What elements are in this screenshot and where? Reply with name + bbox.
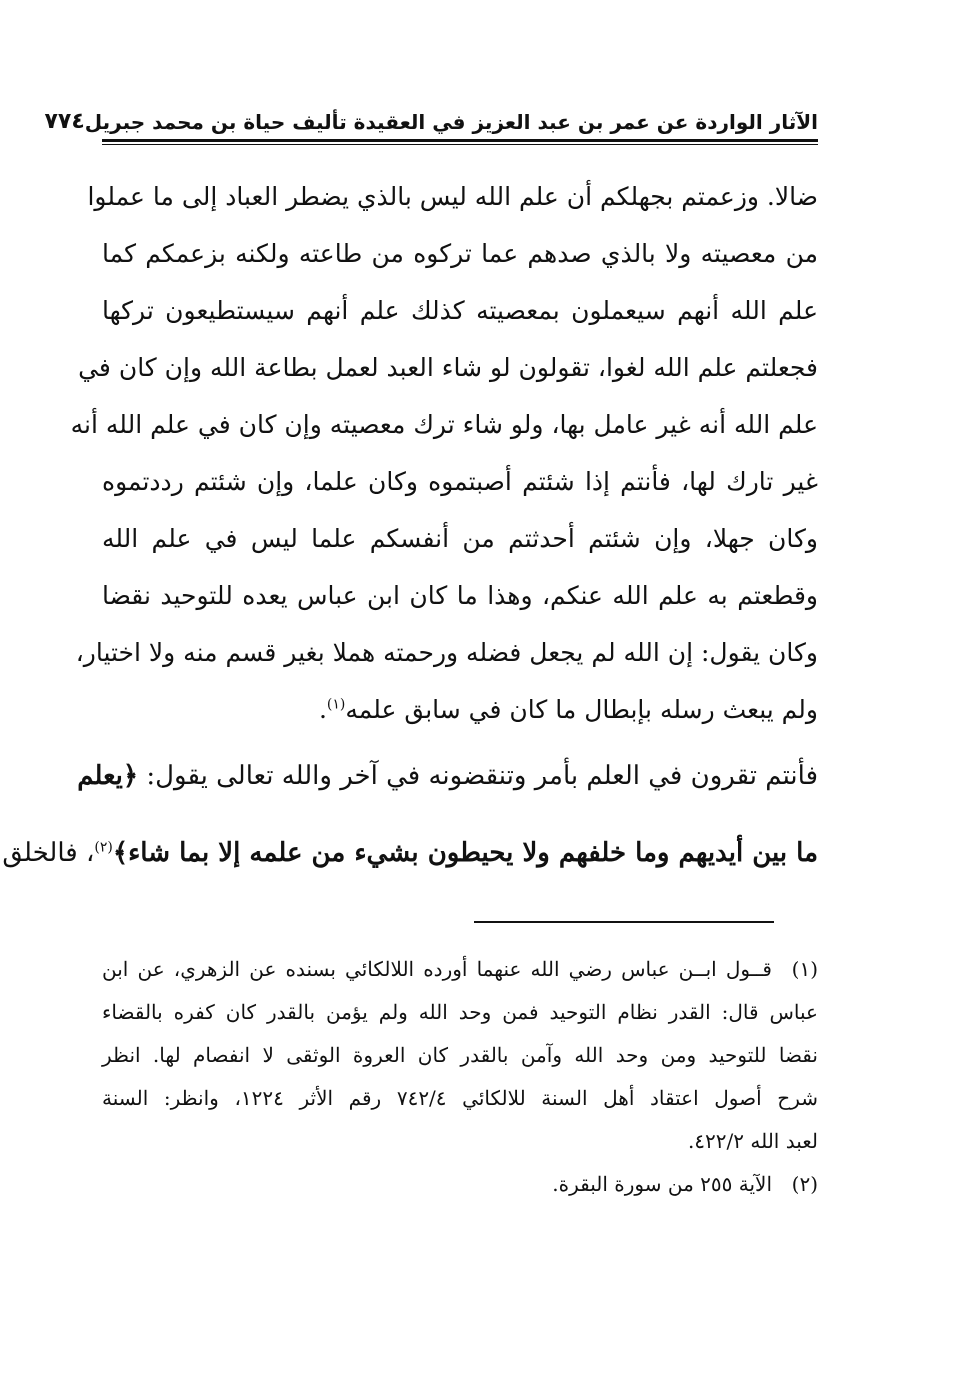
footnote-item: [102, 948, 818, 1163]
footnotes: [102, 948, 818, 1206]
footnote-line: عباس قال: القدر نظام التوحيد فمن وحد الله ولم يؤمن بالقدر كان كفره بالقضاء: [102, 1000, 818, 1024]
text-line-end: .: [318, 695, 327, 724]
header-rule-thin: [102, 144, 818, 145]
text-line-content: ولم يبعث رسله بإبطال ما كان في سابق علمه: [345, 695, 818, 724]
footnote-text: [102, 948, 818, 1163]
footnote-line: الآية ٢٥٥ من سورة البقرة.: [552, 1172, 772, 1196]
footnote-number: (١): [791, 957, 818, 981]
text-line: [77, 738, 818, 815]
footnote-ref: (١): [326, 696, 346, 713]
text-line: وكان جهلا، وإن شئتم أحدثتم من أنفسكم علما ليس في علم الله: [102, 524, 818, 553]
main-paragraph: [70, 168, 818, 738]
footnote-item: [102, 1163, 818, 1206]
page-number: ٧٧٤: [44, 109, 85, 134]
header-rule: [102, 139, 818, 142]
footnote-line: لعبد الله ٤٢٢/٢.: [687, 1129, 818, 1153]
second-paragraph: [2, 738, 818, 892]
running-header: [44, 100, 818, 134]
text-line: وقطعتم به علم الله عنكم، وهذا ما كان ابن عباس يعده للتوحيد نقضا: [102, 581, 818, 610]
footnote-number: (٢): [791, 1172, 818, 1196]
footnote-line: نقضا للتوحيد ومن وحد الله وآمن بالقدر كان العروة الوثقى لا انفصام لها. انظر: [102, 1043, 818, 1067]
footnote-separator: [474, 921, 774, 923]
text-line: وكان يقول: إن الله لم يجعل فضله ورحمته هملا بغير قسم منه ولا اختيار،: [75, 638, 818, 667]
quran-quote-start: ﴿يعلم: [77, 761, 139, 791]
header-title: الآثار الواردة عن عمر بن عبد العزيز في العقيدة تأليف حياة بن محمد جبريل: [84, 110, 818, 134]
footnote-ref: (٢): [94, 839, 113, 856]
text-line: فجعلتم علم الله لغوا، تقولون لو شاء العبد لعمل بطاعة الله وإن كان في: [78, 353, 818, 382]
text-line: [2, 815, 818, 892]
text-line: علم الله أنه غير عامل بها، ولو شاء ترك معصيته وإن كان في علم الله أنه: [70, 410, 818, 439]
text-line: من معصيته ولا بالذي صدهم عما تركوه من طاعته ولكنه بزعمكم كما: [102, 239, 818, 268]
footnote-text: [102, 1163, 772, 1206]
text-line: غير تارك لها، فأنتم إذا شئتم أصبتموه وكان علما، وإن شئتم رددتموه: [102, 467, 818, 496]
footnote-line: شرح أصول اعتقاد أهل السنة للالكائي ٧٤٢/٤ رقم الأثر ١٢٢٤، وانظر: السنة: [102, 1086, 818, 1110]
quran-quote: ما بين أيديهم وما خلفهم ولا يحيطون بشيء من علمه إلا بما شاء﴾: [112, 838, 818, 868]
footnote-line: قــول ابــن عباس رضي الله عنهما أورده اللالكائي بسنده عن الزهري، عن ابن: [102, 957, 772, 981]
text-line-content: ، فالخلق: [2, 838, 95, 868]
text-line-content: فأنتم تقرون في العلم بأمر وتنقضونه في آخر والله تعالى يقول:: [138, 761, 818, 791]
text-line: ضالا. وزعمتم بجهلكم أن علم الله ليس بالذي يضطر العباد إلى ما عملوا: [87, 182, 818, 211]
text-line: علم الله أنهم سيعملون بمعصيته كذلك علم أنهم سيستطيعون تركها: [102, 296, 818, 325]
text-line-last: [102, 681, 818, 738]
